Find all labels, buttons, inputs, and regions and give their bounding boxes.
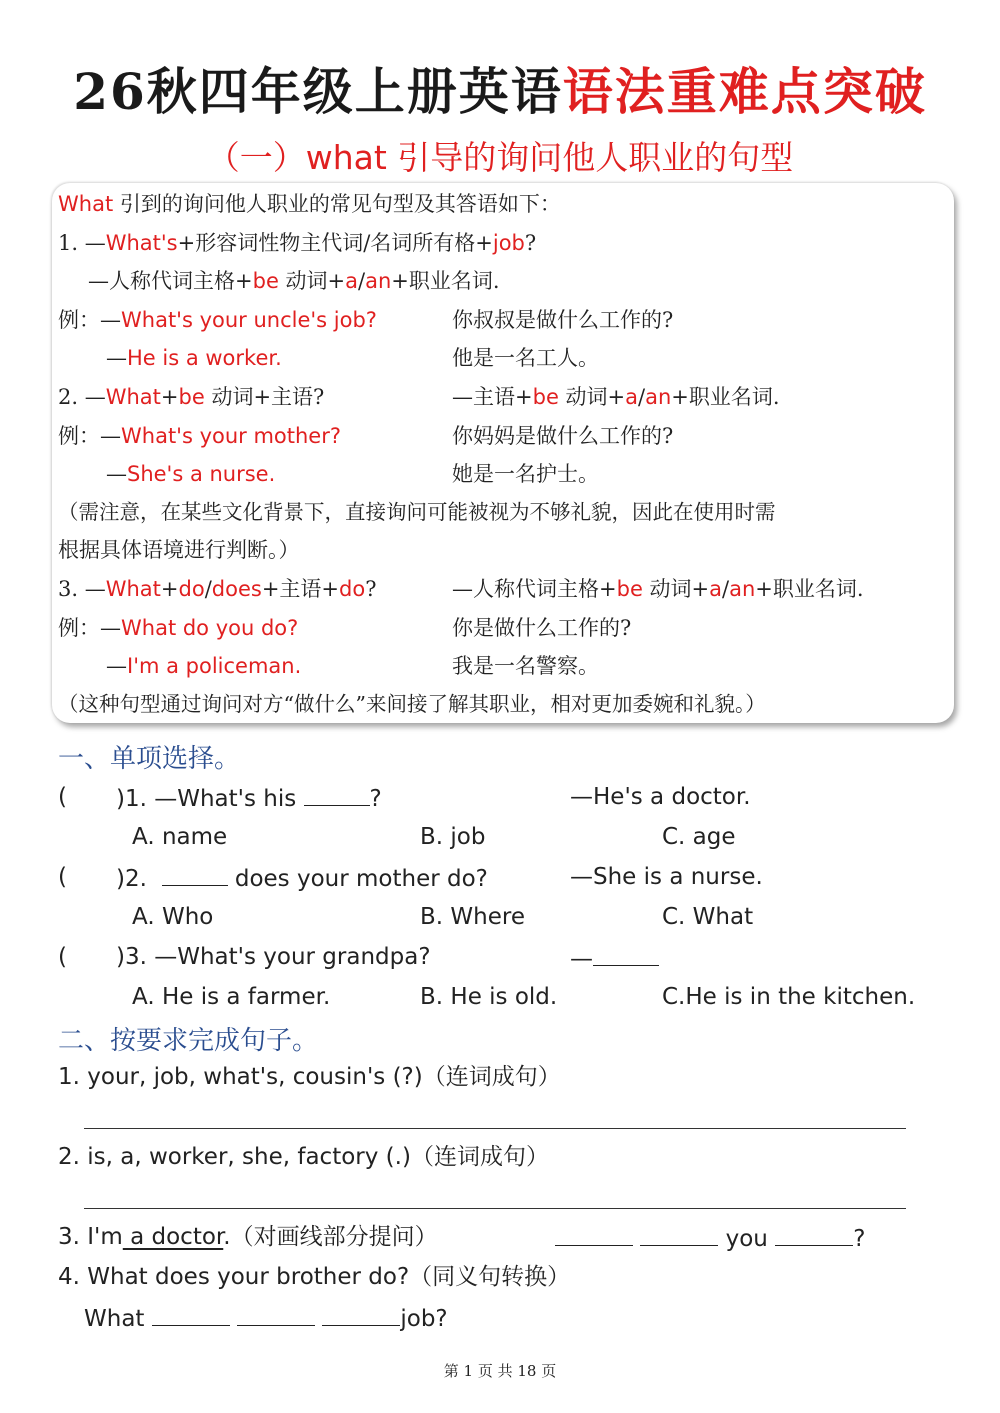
q3-option-b[interactable]: B. He is old.	[420, 984, 558, 1010]
example3-question: 例：—What do you do?	[58, 616, 299, 640]
q2-stem: )2. does your mother do?	[116, 862, 488, 894]
pattern1-answer: —人称代词主格+be 动词+a/an+职业名词.	[88, 269, 500, 293]
example2-question: 例：—What's your mother?	[58, 424, 342, 448]
s2-q4-blanks: What job?	[84, 1302, 448, 1334]
pattern2-answer: —主语+be 动词+a/an+职业名词.	[452, 385, 780, 409]
pattern3-answer: —人称代词主格+be 动词+a/an+职业名词.	[452, 577, 864, 601]
q1-option-a[interactable]: A. name	[132, 824, 228, 850]
example1-answer: —He is a worker.	[106, 346, 282, 370]
q3-stem: )3. —What's your grandpa?	[116, 944, 431, 970]
q1-option-b[interactable]: B. job	[420, 824, 486, 850]
q3-answer: —	[570, 942, 659, 974]
q2-answer: —She is a nurse.	[570, 864, 763, 890]
example1-question-cn: 你叔叔是做什么工作的?	[452, 308, 674, 332]
example1-answer-cn: 他是一名工人。	[452, 346, 599, 370]
q1-answer: —He's a doctor.	[570, 784, 751, 810]
title-red: 语法重难点突破	[562, 62, 927, 121]
s2-q1-answer-line[interactable]	[84, 1127, 906, 1129]
s2-q3: 3. I'm a doctor.（对画线部分提问）	[58, 1224, 438, 1250]
s2-q4-blank1[interactable]	[152, 1302, 230, 1326]
s2-q1: 1. your, job, what's, cousin's (?)（连词成句）	[58, 1064, 561, 1090]
section1-heading: 一、单项选择。	[58, 744, 241, 774]
s2-q4: 4. What does your brother do?（同义句转换）	[58, 1264, 571, 1290]
q1-paren: (	[58, 784, 67, 810]
s2-q3-blank2[interactable]	[640, 1222, 718, 1246]
note1-line1: （需注意，在某些文化背景下，直接询问可能被视为不够礼貌，因此在使用时需	[58, 500, 776, 524]
q3-option-a[interactable]: A. He is a farmer.	[132, 984, 331, 1010]
q2-paren: (	[58, 864, 67, 890]
title-black: 26秋四年级上册英语	[73, 62, 563, 121]
q2-blank[interactable]	[162, 862, 228, 886]
q1-blank[interactable]	[304, 782, 370, 806]
note1-line2: 根据具体语境进行判断。）	[58, 538, 300, 562]
q2-option-b[interactable]: B. Where	[420, 904, 525, 930]
example3-answer-cn: 我是一名警察。	[452, 654, 599, 678]
q2-option-c[interactable]: C. What	[662, 904, 754, 930]
s2-q2: 2. is, a, worker, she, factory (.)（连词成句）	[58, 1144, 549, 1170]
q2-option-a[interactable]: A. Who	[132, 904, 214, 930]
s2-q4-blank3[interactable]	[322, 1302, 400, 1326]
page-subtitle: （一）what 引导的询问他人职业的句型	[206, 138, 794, 177]
note2: （这种句型通过询问对方“做什么”来间接了解其职业，相对更加委婉和礼貌。）	[58, 692, 766, 716]
q1-stem: )1. —What's his ?	[116, 782, 382, 814]
s2-q4-blank2[interactable]	[237, 1302, 315, 1326]
example3-question-cn: 你是做什么工作的?	[452, 616, 632, 640]
s2-q3-blanks: you ?	[555, 1222, 865, 1254]
page-title	[0, 52, 1000, 124]
intro-line: What 引到的询问他人职业的常见句型及其答语如下：	[58, 192, 561, 216]
section2-heading: 二、按要求完成句子。	[58, 1026, 319, 1056]
q3-option-c[interactable]: C.He is in the kitchen.	[662, 984, 916, 1010]
s2-q3-blank3[interactable]	[775, 1222, 853, 1246]
pattern1-question: 1. —What's+形容词性物主代词/名词所有格+job?	[58, 231, 537, 255]
s2-q2-answer-line[interactable]	[84, 1207, 906, 1209]
pattern2-question: 2. —What+be 动词+主语?	[58, 385, 325, 409]
q3-paren: (	[58, 944, 67, 970]
example2-answer: —She's a nurse.	[106, 462, 276, 486]
example2-question-cn: 你妈妈是做什么工作的?	[452, 424, 674, 448]
q1-option-c[interactable]: C. age	[662, 824, 736, 850]
example2-answer-cn: 她是一名护士。	[452, 462, 599, 486]
page-footer: 第 1 页 共 18 页	[443, 1362, 557, 1380]
q3-blank[interactable]	[593, 942, 659, 966]
example3-answer: —I'm a policeman.	[106, 654, 302, 678]
s2-q3-blank1[interactable]	[555, 1222, 633, 1246]
pattern3-question: 3. —What+do/does+主语+do?	[58, 577, 377, 601]
example1-question: 例：—What's your uncle's job?	[58, 308, 377, 332]
grammar-box	[52, 183, 954, 723]
